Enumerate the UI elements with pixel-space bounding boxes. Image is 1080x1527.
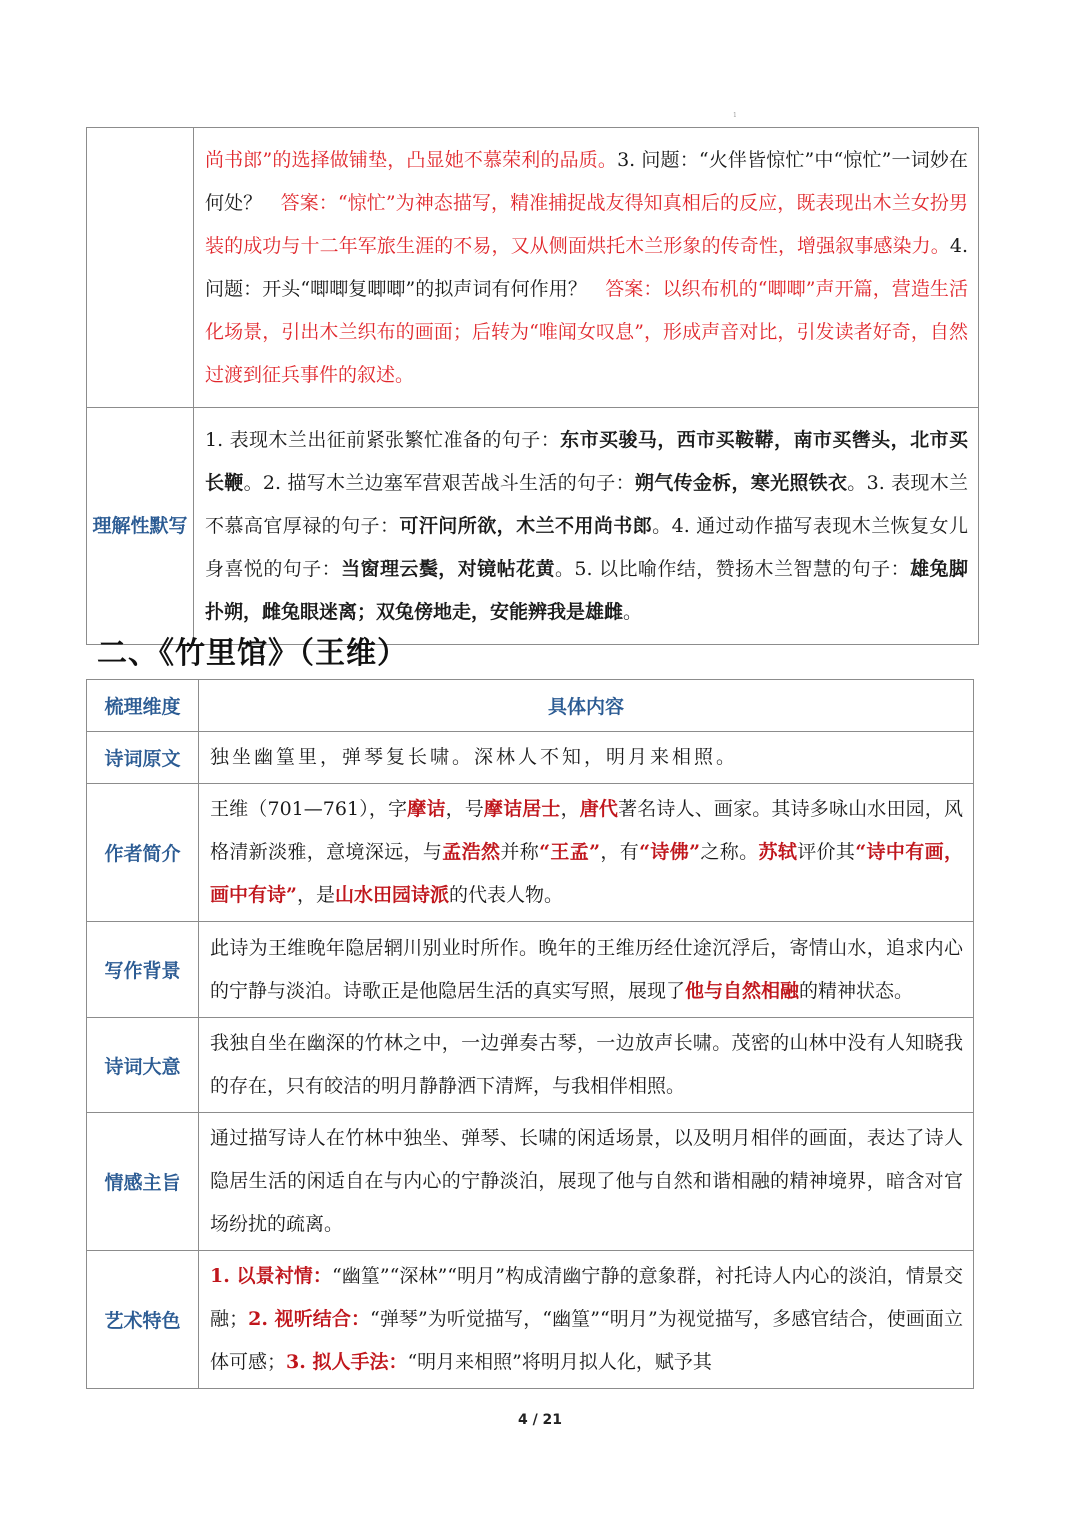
- row-label-emotion: 情感主旨: [87, 1113, 199, 1251]
- empty-label-cell: [87, 128, 194, 408]
- table-row: [87, 784, 974, 922]
- meaning-text: 我独自坐在幽深的竹林之中，一边弹奏古琴，一边放声长啸。茂密的山林中没有人知晓我的存在，只有皎洁的明月静静洒下清辉，与我相伴相照。: [199, 1018, 974, 1113]
- header-content: 具体内容: [199, 680, 974, 732]
- row-label-author: 作者简介: [87, 784, 199, 922]
- art-text: 1. 以景衬情：“幽篁”“深林”“明月”构成清幽宁静的意象群，衬托诗人内心的淡泊，情景交融；2. 视听结合：“弹琴”为听觉描写，“幽篁”“明月”为视觉描写，多感官结合，使画面立体可感；3. 拟人手法：“明月来相照”将明月拟人化，赋予其: [199, 1251, 974, 1389]
- header-dimension: 梳理维度: [87, 680, 199, 732]
- page-number: 4 / 21: [517, 1412, 563, 1428]
- row-label-poem: 诗词原文: [87, 732, 199, 784]
- author-text: 王维（701—761），字摩诘，号摩诘居士，唐代著名诗人、画家。其诗多咏山水田园，风格清新淡雅，意境深远，与孟浩然并称“王孟”，有“诗佛”之称。苏轼评价其“诗中有画，画中有诗”，是山水田园诗派的代表人物。: [199, 784, 974, 922]
- table-row: [87, 732, 974, 784]
- row-label-meaning: 诗词大意: [87, 1018, 199, 1113]
- zhuliguan-table: [86, 679, 974, 1389]
- table-row: [87, 128, 979, 408]
- qa-content-cell: 尚书郎”的选择做铺垫，凸显她不慕荣利的品质。3. 问题：“火伴皆惊忙”中“惊忙”一词妙在何处？ 答案：“惊忙”为神态描写，精准捕捉战友得知真相后的反应，既表现出木兰女扮男装的成功与十二年军旅生涯的不易，又从侧面烘托木兰形象的传奇性，增强叙事感染力。4. 问题：开头“唧唧复唧唧”的拟声词有何作用？ 答案：以织布机的“唧唧”声开篇，营造生活化场景，引出木兰织布的画面；后转为“唯闻女叹息”，形成声音对比，引发读者好奇，自然过渡到征兵事件的叙述。: [194, 128, 979, 408]
- emotion-text: 通过描写诗人在竹林中独坐、弹琴、长啸的闲适场景，以及明月相伴的画面，表达了诗人隐居生活的闲适自在与内心的宁静淡泊，展现了他与自然和谐相融的精神境界，暗含对官场纷扰的疏离。: [199, 1113, 974, 1251]
- mulan-table-continued: [86, 127, 979, 645]
- row-label-comprehension-dictation: 理解性默写: [87, 408, 194, 645]
- table-row: [87, 408, 979, 645]
- dictation-content-cell: 1. 表现木兰出征前紧张繁忙准备的句子：东市买骏马，西市买鞍鞯，南市买辔头，北市买长鞭。2. 描写木兰边塞军营艰苦战斗生活的句子：朔气传金柝，寒光照铁衣。3. 表现木兰不慕高官厚禄的句子：可汗问所欲，木兰不用尚书郎。4. 通过动作描写表现木兰恢复女儿身喜悦的句子：当窗理云鬓，对镜帖花黄。5. 以比喻作结，赞扬木兰智慧的句子：雄兔脚扑朔，雌兔眼迷离；双兔傍地走，安能辨我是雄雌。: [194, 408, 979, 645]
- table-row: [87, 922, 974, 1018]
- table-header-row: [87, 680, 974, 732]
- table-row: [87, 1251, 974, 1389]
- table-row: [87, 1018, 974, 1113]
- row-label-background: 写作背景: [87, 922, 199, 1018]
- section-title: 二、《竹里馆》（王维）: [97, 636, 408, 671]
- row-label-art: 艺术特色: [87, 1251, 199, 1389]
- background-text: 此诗为王维晚年隐居辋川别业时所作。晚年的王维历经仕途沉浮后，寄情山水，追求内心的宁静与淡泊。诗歌正是他隐居生活的真实写照，展现了他与自然相融的精神状态。: [199, 922, 974, 1018]
- top-mark: 1: [733, 112, 737, 119]
- poem-text: 独坐幽篁里，弹琴复长啸。深林人不知，明月来相照。: [199, 732, 974, 784]
- table-row: [87, 1113, 974, 1251]
